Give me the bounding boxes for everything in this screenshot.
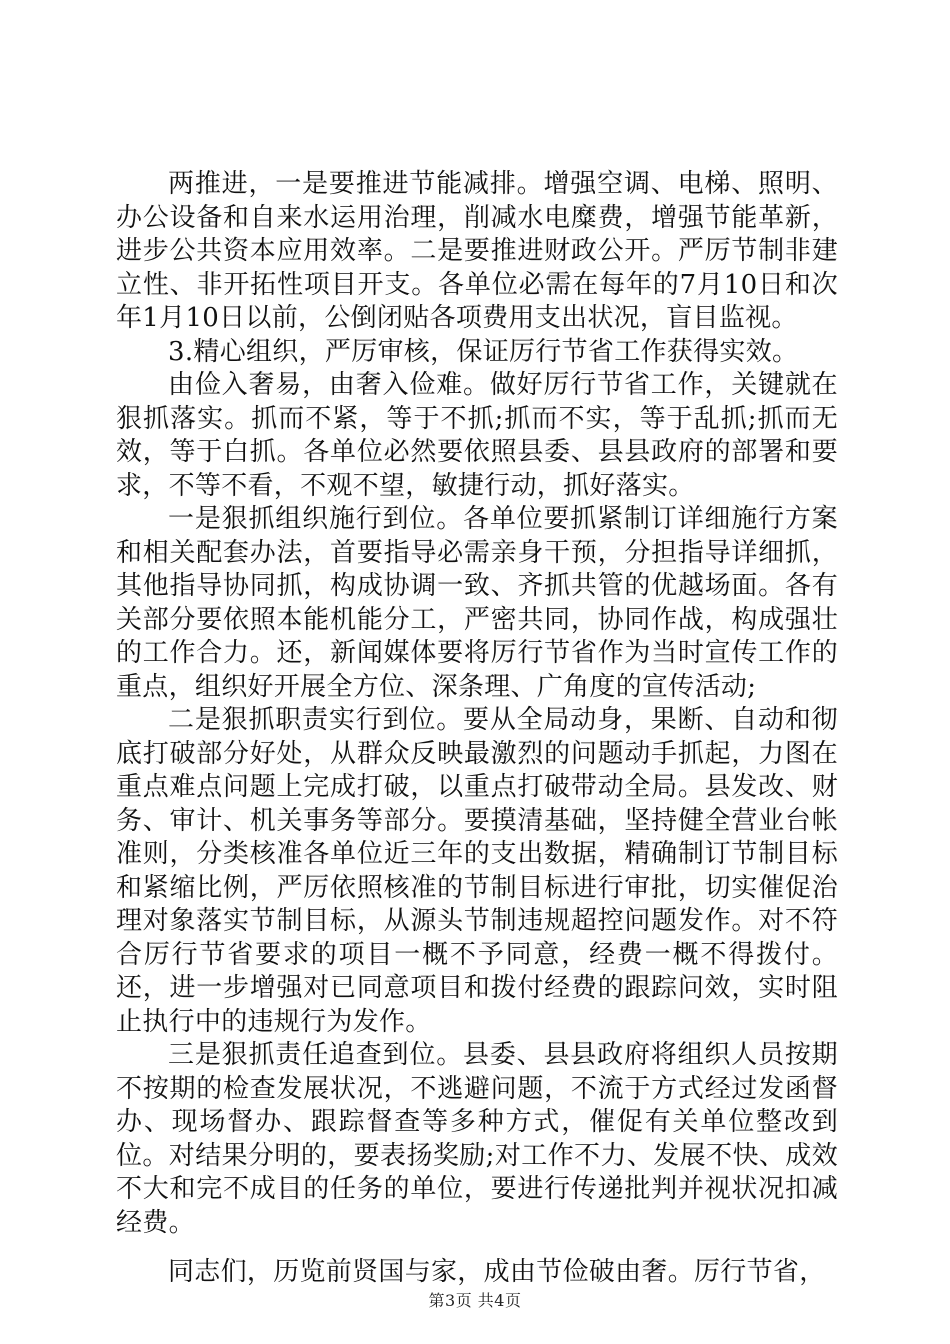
paragraph-responsibility: 二是狠抓职责实行到位。要从全局动身，果断、自动和彻底打破部分好处，从群众反映最激烈的问题动手抓起，力图在重点难点问题上完成打破，以重点打破带动全局。县发改、财务、审计、机关事务等部分。要摸清基础，坚持健全营业台帐准则，分类核准各单位近三年的支出数据，精确制订节制目标和紧缩比例，严厉依照核准的节制目标进行审批，切实催促治理对象落实节制目标，从源头节制违规超控问题发作。对不符合厉行节省要求的项目一概不予同意，经费一概不得拨付。还，进一步增强对已同意项目和拨付经费的跟踪问效，实时阻止执行中的违规行为发作。	[116, 705, 838, 1037]
paragraph-organization: 一是狠抓组织施行到位。各单位要抓紧制订详细施行方案和相关配套办法，首要指导必需亲身干预，分担指导详细抓，其他指导协同抓，构成协调一致、齐抓共管的优越场面。各有关部分要依照本能机能分工，严密共同，协同作战，构成强壮的工作合力。还，新闻媒体要将厉行节省作为当时宣传工作的重点，组织好开展全方位、深条理、广角度的宣传活动;	[116, 504, 838, 702]
paragraph-implementation: 由俭入奢易，由奢入俭难。做好厉行节省工作，关键就在狠抓落实。抓而不紧，等于不抓;抓而不实，等于乱抓;抓而无效，等于白抓。各单位必然要依照县委、县县政府的部署和要求，不等不看，不观不望，敏捷行动，抓好落实。	[116, 370, 838, 501]
page-number-footer: 第3页 共4页	[428, 1291, 522, 1310]
paragraph-section-heading: 3.精心组织，严厉审核，保证厉行节省工作获得实效。	[168, 336, 799, 367]
paragraph-two-promotions: 两推进，一是要推进节能减排。增强空调、电梯、照明、办公设备和自来水运用治理，削减水电糜费，增强节能革新，进步公共资本应用效率。二是要推进财政公开。严厉节制非建立性、非开拓性项目开支。各单位必需在每年的7月10日和次年1月10日以前，公倒闭贴各项费用支出状况，盲目监视。	[116, 169, 838, 333]
paragraph-closing: 同志们，历览前贤国与家，成由节俭破由奢。厉行节省，	[168, 1257, 826, 1287]
document-body	[116, 168, 838, 1290]
paragraph-accountability: 三是狠抓责任追查到位。县委、县县政府将组织人员按期不按期的检查发展状况，不逃避问题，不流于方式经过发函督办、现场督办、跟踪督查等多种方式，催促有关单位整改到位。对结果分明的，要表扬奖励;对工作不力、发展不快、成效不大和完不成目的任务的单位，要进行传递批判并视状况扣减经费。	[116, 1040, 838, 1238]
